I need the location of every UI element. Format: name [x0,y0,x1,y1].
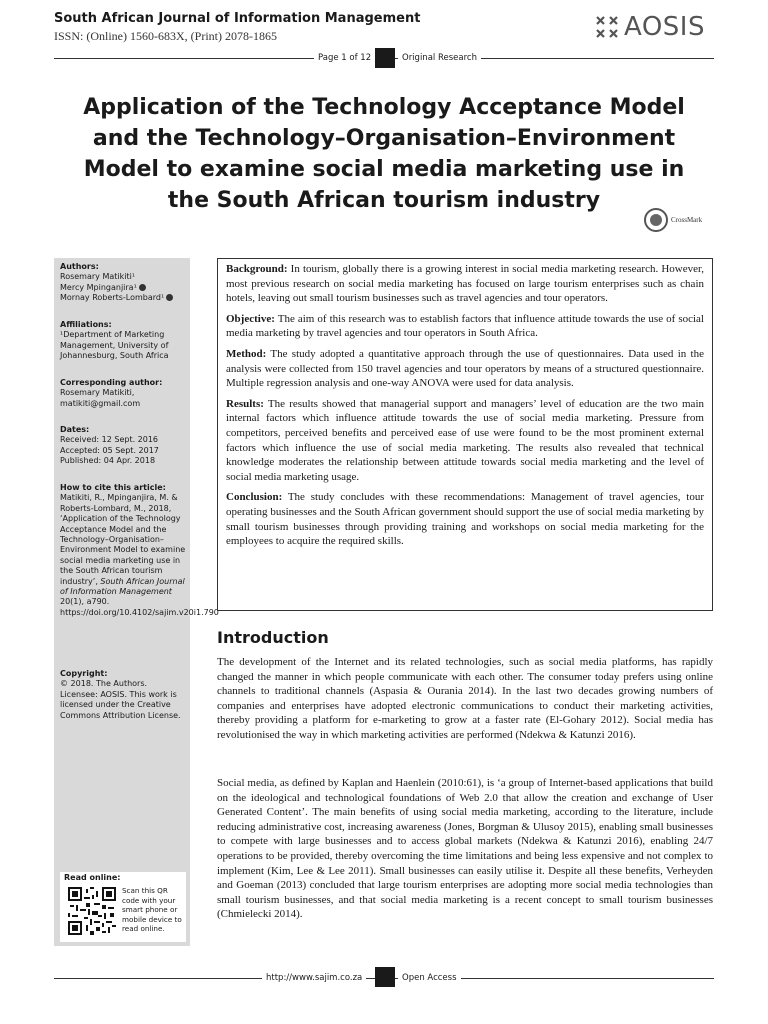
page-number: Page 1 of 12 [314,53,375,63]
corresponding-block [60,378,186,409]
abstract-results: Results: The results showed that managerial support and managers’ level of education are the two main internal factors which influence attitude towards the use of social media marketing. Pressure from competitors, perceived benefits and perceived ease of use were found to be the most prominent external factors which influence the use of social media marketing. The results also revealed that technical knowledge moderates the relationship between attitude towards social media marketing and the level of social media marketing usage. [226,397,704,483]
author-name: Mornay Roberts-Lombard¹ [60,293,165,303]
read-online-text: Scan this QR code with your smart phone or mobile device to read online. [122,886,182,934]
article-type: Original Research [398,53,481,63]
open-access-label: Open Access [398,973,461,983]
citation-journal: South African Journal of Information Management [60,576,185,597]
copyright-text: © 2018. The Authors. Licensee: AOSIS. This work is licensed under the Creative Commons Attribution License. [60,679,181,720]
affiliations-text: ¹Department of Marketing Management, University of Johannesburg, South Africa [60,330,169,361]
aosis-logo-icon [594,14,620,40]
issn-line: ISSN: (Online) 1560-683X, (Print) 2078-1865 [54,29,277,43]
abstract-conclusion: Conclusion: The study concludes with these recommendations: Management of travel agencies, tour operating businesses and the South African government should support the use of social media marketing by small tourism businesses through providing training and workshops on social media marketing for the employees to acquire the required skills. [226,491,704,548]
introduction-heading: Introduction [217,628,329,647]
dates-block [60,425,186,467]
abstract-box [217,258,713,611]
copyright-block [60,669,186,721]
journal-name: South African Journal of Information Management [54,11,421,26]
orcid-icon[interactable] [139,284,146,291]
published-date: Published: 04 Apr. 2018 [60,456,156,466]
article-title: Application of the Technology Acceptance Model and the Technology–Organisation–Environment Model to examine social media marketing use in the South African tourism industry [83,95,685,213]
author-name: Rosemary Matikiti¹ [60,272,136,282]
publisher-logo [594,12,705,42]
crossmark-label: CrossMark [671,216,703,224]
abstract-objective: Objective: The aim of this research was to establish factors that influence attitude towards the use of social media marketing by travel agencies and tour operators in South Africa. [226,312,704,340]
citation-heading: How to cite this article: [60,483,166,492]
affiliations-heading: Affiliations: [60,320,112,329]
body-paragraph: The development of the Internet and its related technologies, such as social media platforms, has rapidly changed the manner in which people communicate with each other. The consumer today prefers using online channels to traditional channels (Aspasia & Ourania 2014). In the last two decades growing numbers of companies and enterprises have adopted electronic communications to conduct their marketing activities, thereby providing a platform for e-marketing to grow at a faster rate (El-Gohary 2012). Social media has revolutionised the way in which marketing activities are performed (Ndekwa & Katunzi 2016). [217,656,713,741]
authors-block [60,262,186,304]
received-date: Received: 12 Sept. 2016 [60,435,159,445]
corresponding-heading: Corresponding author: [60,378,163,387]
publisher-name: AOSIS [624,12,705,42]
header-marker [375,48,395,68]
copyright-heading: Copyright: [60,669,108,678]
corresponding-text: Rosemary Matikiti, matikiti@gmail.com [60,388,141,408]
abstract-background: Background: In tourism, globally there is a growing interest in social media marketing research. However, most previous research on social media marketing has focused on large tourism enterprises such as chain hotels, leaving out small tourism businesses such as travel agencies and tour operators. [226,263,704,305]
crossmark-icon [644,208,668,232]
dates-heading: Dates: [60,425,90,434]
footer-marker [375,967,395,987]
journal-url-link[interactable]: http://www.sajim.co.za [262,973,366,983]
orcid-icon[interactable] [166,294,173,301]
abstract-method: Method: The study adopted a quantitative approach through the use of questionnaires. Data used in the analysis were collected from 150 travel agencies and tour operators by means of a structured questionnaire. Multiple regression analysis and one-way ANOVA were used for data analysis. [226,347,704,390]
body-paragraph: Social media, as defined by Kaplan and Haenlein (2010:61), is ‘a group of Internet-based applications that build on the ideological and technological foundations of Web 2.0 that allow the creation and exchange of User Generated Content’. The main benefits of using social media marketing, according to the literature, include reducing administrative cost, increasing awareness (Jones, Borgman & Ulusoy 2015), enabling small businesses to compete with large businesses and to access global markets (Ndekwa & Katunzi 2016), enabling 24/7 operations to be provided, thereby overcoming the time limitations and being less expensive and not complex to implement (Kim, Lee & Lee 2011). Small businesses can easily utilise it. Despite all these benefits, Verheyden and Goeman (2013) concluded that large tourism enterprises are adopting more social media technologies than small tourism businesses, and that social media marketing is a recent concept to small tourism businesses (Chmielecki 2014). [217,777,713,921]
crossmark-badge[interactable] [644,208,702,232]
author-name: Mercy Mpinganjira¹ [60,282,137,292]
read-online-heading: Read online: [64,873,121,882]
qr-code-icon[interactable] [68,887,116,935]
citation-block [60,483,219,618]
authors-heading: Authors: [60,262,99,271]
accepted-date: Accepted: 05 Sept. 2017 [60,445,159,455]
citation-text: Matikiti, R., Mpinganjira, M. & Roberts-Lombard, M., 2018, ‘Application of the Technology Acceptance Model and the Technology–Organisation–Environment Model to examine social media marketing use in the South African tourism industry’, South African Journal of Information Management 20(1), a790. https://doi.org/10.4102/sajim.v20i1.790 [60,493,219,617]
affiliations-block [60,320,186,362]
